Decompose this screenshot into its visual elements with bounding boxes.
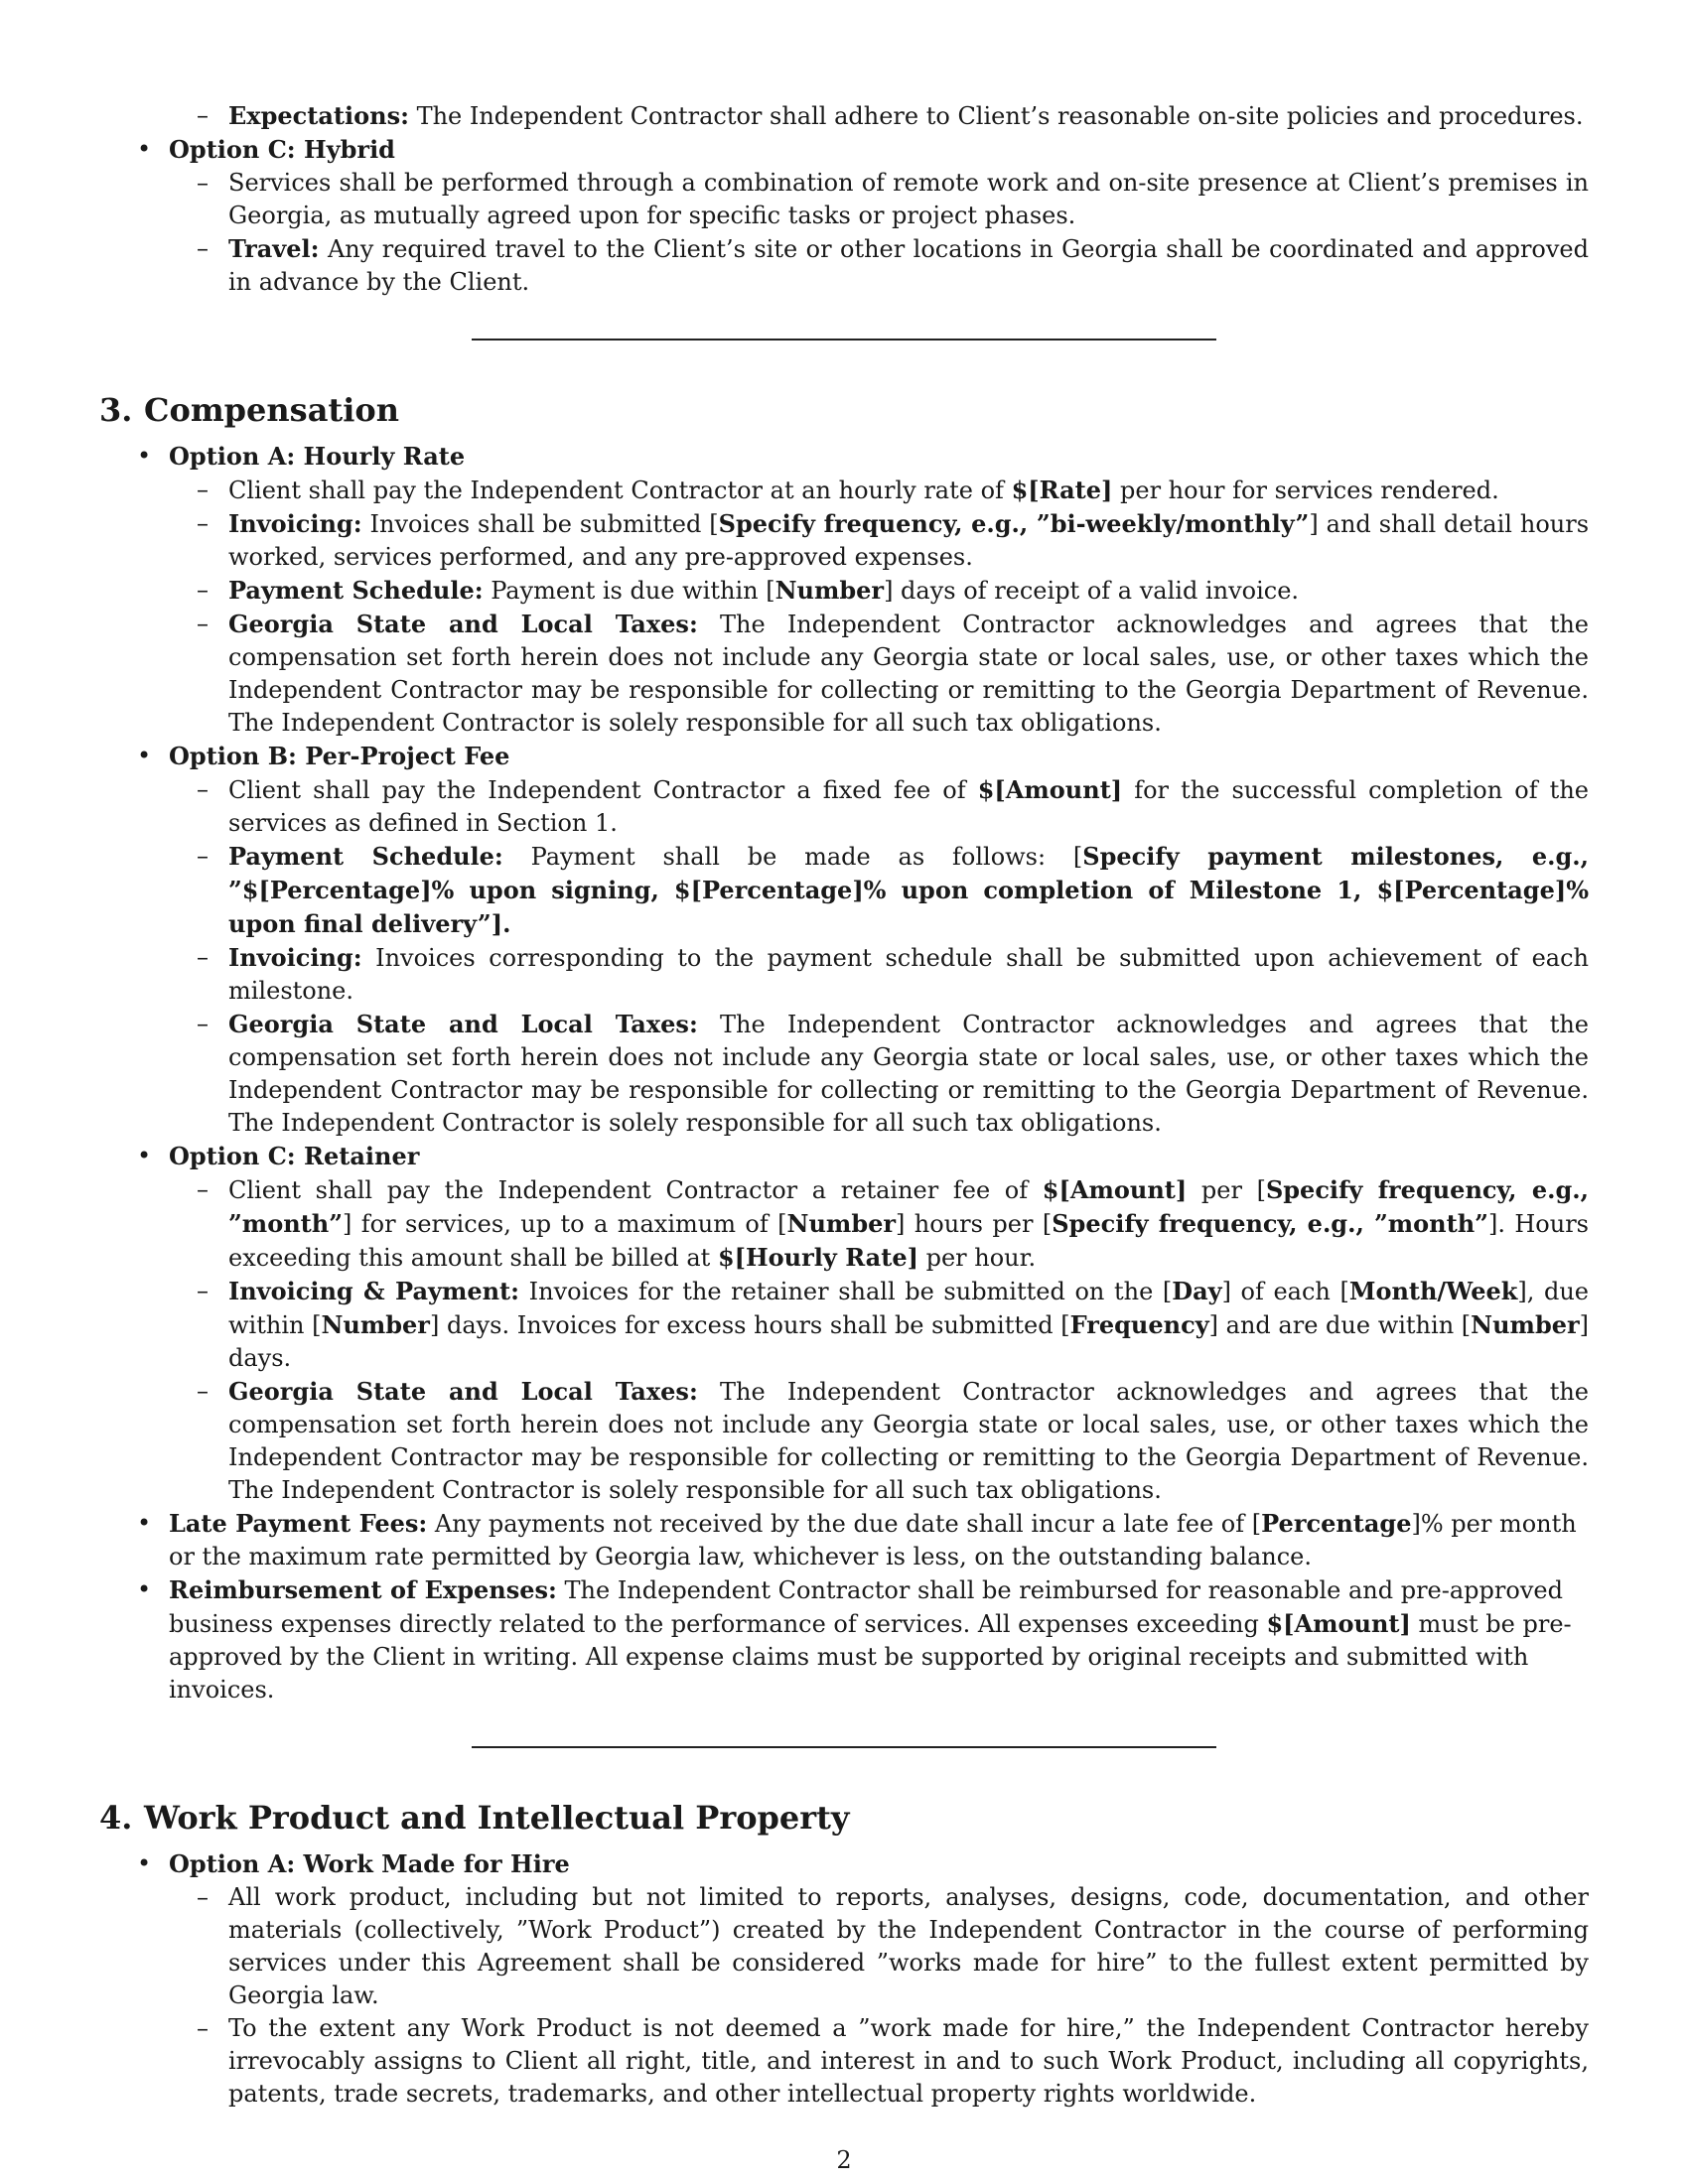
item-label: Georgia State and Local Taxes: [228,1010,698,1038]
bullet-item [99,1847,1589,1881]
section-number: 3. [99,391,133,429]
sub-item [99,1275,1589,1375]
top-list [99,99,1589,299]
sub-item [99,941,1589,1008]
section-title-text: Work Product and Intellectual Property [144,1799,850,1837]
document-page [99,99,1589,2111]
item-label: Invoicing: [228,509,362,538]
sub-item [99,167,1589,232]
bullet-item [99,740,1589,773]
item-label: Option B: Per-Project Fee [169,742,510,770]
compensation-list [99,440,1589,1706]
sub-item [99,507,1589,574]
item-label: Option A: Hourly Rate [169,442,466,471]
item-text: Invoices corresponding to the payment schedule shall be submitted upon achievement of each milestone. [228,944,1589,1005]
bullet-item [99,1140,1589,1173]
sub-item [99,1173,1589,1275]
item-text: The Independent Contractor shall adhere to Client’s reasonable on-site policies and procedures. [408,102,1584,130]
page-number: 2 [836,2146,852,2174]
sub-item [99,99,1589,133]
sub-item [99,1375,1589,1507]
item-text: The Independent Contractor acknowledges and agrees that the compensation set forth herein does not include any Georgia state or local sales, use, or other taxes which the Independent Contractor may be responsible for collecting or remitting to the Georgia Department of Revenue. The Independent Contractor is solely responsible for all such tax obligations. [228,611,1589,737]
item-label: Expectations: [228,101,409,130]
sub-item [99,1008,1589,1140]
item-label: Reimbursement of Expenses: [169,1575,557,1604]
section-divider [472,339,1216,341]
section-title-text: Compensation [144,391,399,429]
item-text: The Independent Contractor shall be reimbursed for reasonable and pre-approved business expenses directly related to the performance of services. All expenses exceeding $[Amount] must be pre-approved by the Client in writing. All expense claims must be supported by original receipts and submitted with invoices. [169,1576,1572,1704]
sub-item [99,2012,1589,2111]
item-label: Option C: Retainer [169,1142,420,1170]
sub-item [99,840,1589,941]
item-label: Invoicing: [228,943,362,972]
bullet-item [99,440,1589,474]
section-heading-work-product [99,1798,1589,1838]
sub-item [99,574,1589,608]
item-text: Invoices shall be submitted [Specify frequency, e.g., ”bi-weekly/monthly”] and shall detail hours worked, services performed, and any pre-approved expenses. [228,509,1590,571]
sub-item [99,773,1589,840]
item-label: Payment Schedule: [228,842,503,871]
item-label: Option C: Hybrid [169,135,395,164]
item-text: Services shall be performed through a combination of remote work and on-site presence at Client’s premises in Georgia, as mutually agreed upon for specific tasks or project phases. [228,169,1589,229]
item-text: Client shall pay the Independent Contractor a retainer fee of $[Amount] per [Specify frequency, e.g., ”month”] for services, up to a maximum of [Number] hours per [Specify frequency, e.g., ”month”]. Hours exceeding this amount shall be billed at $[Hourly Rate] per hour. [228,1175,1590,1272]
item-text: Client shall pay the Independent Contractor at an hourly rate of $[Rate] per hour for services rendered. [228,476,1499,504]
item-label: Invoicing & Payment: [228,1277,520,1305]
item-label: Option A: Work Made for Hire [169,1849,570,1878]
item-label: Travel: [228,234,320,263]
sub-item [99,608,1589,740]
item-label: Georgia State and Local Taxes: [228,610,698,638]
item-text: Client shall pay the Independent Contractor a fixed fee of $[Amount] for the successful completion of the services as defined in Section 1. [228,775,1589,837]
item-label: Payment Schedule: [228,576,484,605]
bullet-item [99,1573,1589,1706]
section-heading-compensation [99,390,1589,430]
item-label: Georgia State and Local Taxes: [228,1377,698,1406]
item-text: The Independent Contractor acknowledges and agrees that the compensation set forth herein does not include any Georgia state or local sales, use, or other taxes which the Independent Contractor may be responsible for collecting or remitting to the Georgia Department of Revenue. The Independent Contractor is solely responsible for all such tax obligations. [228,1378,1589,1504]
item-text: Any required travel to the Client’s site or other locations in Georgia shall be coordinated and approved in advance by the Client. [228,235,1589,296]
sub-item [99,474,1589,507]
sub-item [99,1881,1589,2012]
bullet-item [99,1507,1589,1573]
section-divider [472,1746,1216,1748]
section-number: 4. [99,1799,133,1837]
item-label: Late Payment Fees: [169,1509,428,1538]
item-text: Payment shall be made as follows: [Specify payment milestones, e.g., ”$[Percentage]% upon signing, $[Percentage]% upon completion of Milestone 1, $[Percentage]% upon final delivery”]. [228,842,1590,938]
sub-item [99,232,1589,299]
item-text: All work product, including but not limited to reports, analyses, designs, code, documentation, and other materials (collectively, ”Work Product”) created by the Independent Contractor in the course of performing services under this Agreement shall be considered ”works made for hire” to the fullest extent permitted by Georgia law. [228,1883,1589,2009]
work-product-list [99,1847,1589,2111]
bullet-item [99,133,1589,167]
item-text: The Independent Contractor acknowledges and agrees that the compensation set forth herein does not include any Georgia state or local sales, use, or other taxes which the Independent Contractor may be responsible for collecting or remitting to the Georgia Department of Revenue. The Independent Contractor is solely responsible for all such tax obligations. [228,1011,1589,1137]
item-text: To the extent any Work Product is not deemed a ”work made for hire,” the Independent Contractor hereby irrevocably assigns to Client all right, title, and interest in and to such Work Product, including all copyrights, patents, trade secrets, trademarks, and other intellectual property rights worldwide. [228,2014,1589,2108]
item-text: Any payments not received by the due date shall incur a late fee of [Percentage]% per month or the maximum rate permitted by Georgia law, whichever is less, on the outstanding balance. [169,1509,1577,1570]
item-text: Invoices for the retainer shall be submitted on the [Day] of each [Month/Week], due within [Number] days. Invoices for excess hours shall be submitted [Frequency] and are due within [Number] days. [228,1277,1590,1372]
item-text: Payment is due within [Number] days of receipt of a valid invoice. [483,576,1300,605]
